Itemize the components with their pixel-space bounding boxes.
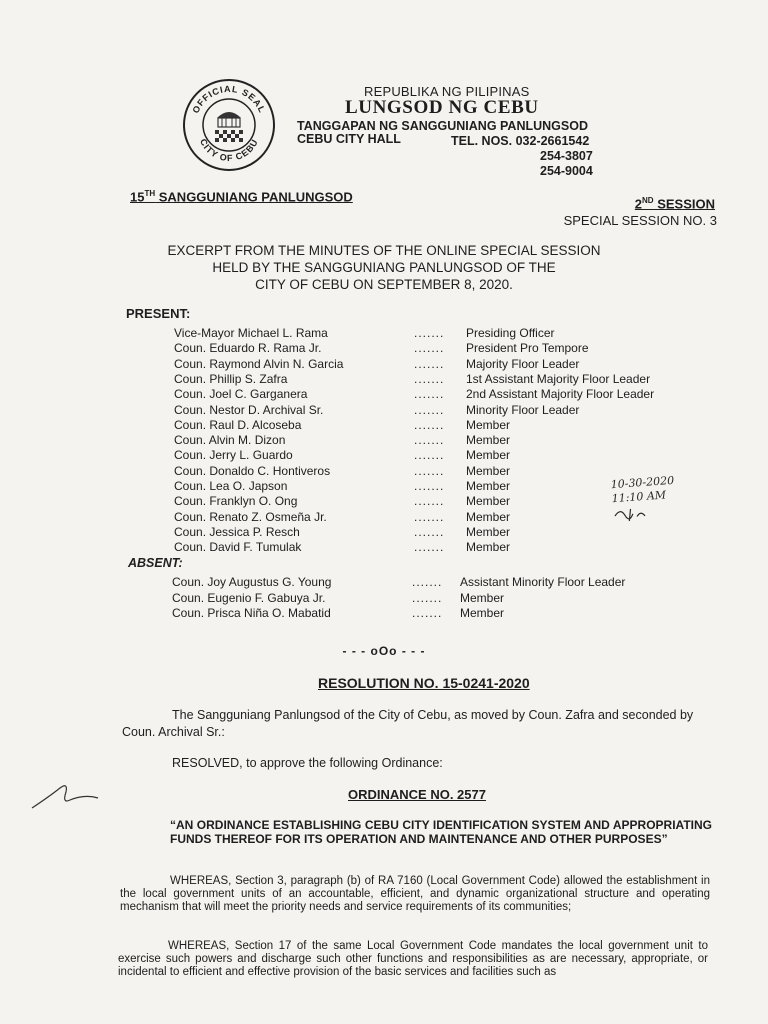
member-role: Member <box>460 590 505 605</box>
leader-dots: ....... <box>414 417 445 432</box>
resolution-number: RESOLUTION NO. 15-0241-2020 <box>318 675 530 691</box>
member-name: Coun. Alvin M. Dizon <box>174 433 286 448</box>
member-role: Assistant Minority Floor Leader <box>460 575 626 589</box>
excerpt-line-3: CITY OF CEBU ON SEPTEMBER 8, 2020. <box>255 277 513 292</box>
attendance-row <box>0 433 768 449</box>
leader-dots: ....... <box>414 448 445 463</box>
member-name: Coun. Lea O. Japson <box>174 479 288 493</box>
leader-dots: ....... <box>414 371 445 386</box>
member-name: Coun. Phillip S. Zafra <box>174 371 288 386</box>
leader-dots: ....... <box>414 356 445 371</box>
attendance-row <box>0 326 768 342</box>
moved-paragraph: The Sangguniang Panlungsod of the City of Cebu, as moved by Coun. Zafra and seconded by Coun. Archival Sr.: <box>122 708 694 739</box>
member-name: Coun. Raymond Alvin N. Garcia <box>174 356 344 371</box>
attendance-row <box>0 387 768 403</box>
member-role: President Pro Tempore <box>466 341 589 356</box>
leader-dots: ....... <box>414 494 445 509</box>
leader-dots: ....... <box>414 433 445 448</box>
member-name: Coun. Donaldo C. Hontiveros <box>174 463 331 478</box>
member-role: Member <box>466 524 511 539</box>
member-name: Coun. Franklyn O. Ong <box>174 494 298 509</box>
whereas-paragraph-1: WHEREAS, Section 3, paragraph (b) of RA 7160 (Local Government Code) allowed the establishment in the local government units of an accountable, efficient, and dynamic organizational structure and operating mechanism that will meet the priority needs and service requirements of its communities; <box>120 875 710 913</box>
attendance-row <box>0 341 768 357</box>
attendance-row <box>0 403 768 419</box>
member-role: 1st Assistant Majority Floor Leader <box>466 371 651 386</box>
handwritten-date: 10-30-2020 <box>610 473 675 492</box>
office-heading: TANGGAPAN NG SANGGUNIANG PANLUNGSOD <box>297 119 588 133</box>
member-name: Coun. Joel C. Garganera <box>174 387 308 402</box>
absent-heading: ABSENT: <box>128 556 183 570</box>
member-role: Member <box>466 417 511 432</box>
attendance-row <box>0 525 768 541</box>
handwritten-receipt-note <box>610 474 677 528</box>
attendance-row <box>0 357 768 373</box>
member-role: Member <box>466 540 511 555</box>
seal-top-text: OFFICIAL SEAL <box>190 83 268 115</box>
telephone-number-2: 254-3807 <box>540 149 593 163</box>
present-heading: PRESENT: <box>126 306 191 321</box>
telephone-number-3: 254-9004 <box>540 164 593 178</box>
member-role: Member <box>466 509 511 524</box>
leader-dots: ....... <box>414 524 445 539</box>
city-hall-label: CEBU CITY HALL <box>297 132 401 146</box>
resolved-paragraph: RESOLVED, to approve the following Ordinance: <box>172 756 443 770</box>
member-name: Coun. Nestor D. Archival Sr. <box>174 402 324 417</box>
member-name: Coun. Raul D. Alcoseba <box>174 417 302 432</box>
member-role: Presiding Officer <box>466 326 555 340</box>
member-name: Coun. David F. Tumulak <box>174 540 302 555</box>
attendance-row <box>0 372 768 388</box>
leader-dots: ....... <box>414 540 445 555</box>
attendance-row <box>0 606 768 622</box>
attendance-row <box>0 418 768 434</box>
excerpt-line-2: HELD BY THE SANGGUNIANG PANLUNGSOD OF THE <box>212 260 556 275</box>
special-session-label: SPECIAL SESSION NO. 3 <box>563 213 717 228</box>
leader-dots: ....... <box>414 341 445 356</box>
attendance-row <box>0 575 768 591</box>
leader-dots: ....... <box>414 326 445 340</box>
leader-dots: ....... <box>414 479 445 493</box>
member-role: Member <box>466 463 511 478</box>
leader-dots: ....... <box>414 402 445 417</box>
excerpt-line-1: EXCERPT FROM THE MINUTES OF THE ONLINE SPECIAL SESSION <box>167 243 601 258</box>
pen-mark <box>30 778 100 818</box>
attendance-row <box>0 448 768 464</box>
leader-dots: ....... <box>412 606 443 620</box>
member-role: Member <box>466 433 511 448</box>
ordinance-title: “AN ORDINANCE ESTABLISHING CEBU CITY IDENTIFICATION SYSTEM AND APPROPRIATING FUNDS THEREOF FOR ITS OPERATION AND MAINTENANCE AND OTHER PURPOSES” <box>170 818 712 846</box>
city-heading: LUNGSOD NG CEBU <box>345 97 539 118</box>
handwritten-time: 11:10 AM <box>611 488 667 506</box>
member-name: Coun. Eugenio F. Gabuya Jr. <box>172 590 326 605</box>
session-label: 2ND SESSION <box>634 196 715 212</box>
member-role: Minority Floor Leader <box>466 402 580 417</box>
leader-dots: ....... <box>414 509 445 524</box>
member-role: 2nd Assistant Majority Floor Leader <box>466 387 655 402</box>
seal-bottom-text: CITY OF CEBU <box>197 137 261 164</box>
member-name: Coun. Renato Z. Osmeña Jr. <box>174 509 327 524</box>
council-label: 15TH SANGGUNIANG PANLUNGSOD <box>130 189 353 205</box>
member-name: Coun. Eduardo R. Rama Jr. <box>174 341 322 356</box>
member-role: Member <box>466 494 511 509</box>
telephone-numbers: TEL. NOS. 032-2661542 <box>451 134 590 148</box>
handwritten-initials <box>612 503 653 524</box>
member-name: Coun. Prisca Niña O. Mabatid <box>172 606 331 620</box>
member-name: Coun. Jessica P. Resch <box>174 524 300 539</box>
republic-heading: REPUBLIKA NG PILIPINAS <box>364 84 530 99</box>
leader-dots: ....... <box>412 590 443 605</box>
svg-text:CITY OF CEBU <box>198 137 260 163</box>
ordinance-number: ORDINANCE NO. 2577 <box>348 787 486 802</box>
leader-dots: ....... <box>414 387 445 402</box>
attendance-row <box>0 591 768 607</box>
member-name: Vice-Mayor Michael L. Rama <box>174 326 328 340</box>
attendance-row <box>0 540 768 556</box>
section-separator: - - - oOo - - - <box>342 644 426 658</box>
leader-dots: ....... <box>414 463 445 478</box>
leader-dots: ....... <box>412 575 443 589</box>
official-seal-logo <box>182 78 276 172</box>
whereas-paragraph-2: WHEREAS, Section 17 of the same Local Government Code mandates the local government unit to exercise such powers and discharge such other functions and responsibilities as are necessary, appropriate, or incidental to efficient and effective provision of the basic services and facilities such as <box>118 940 708 978</box>
member-name: Coun. Joy Augustus G. Young <box>172 575 332 589</box>
member-name: Coun. Jerry L. Guardo <box>174 448 293 463</box>
member-role: Majority Floor Leader <box>466 356 580 371</box>
member-role: Member <box>460 606 505 620</box>
member-role: Member <box>466 479 511 493</box>
member-role: Member <box>466 448 511 463</box>
